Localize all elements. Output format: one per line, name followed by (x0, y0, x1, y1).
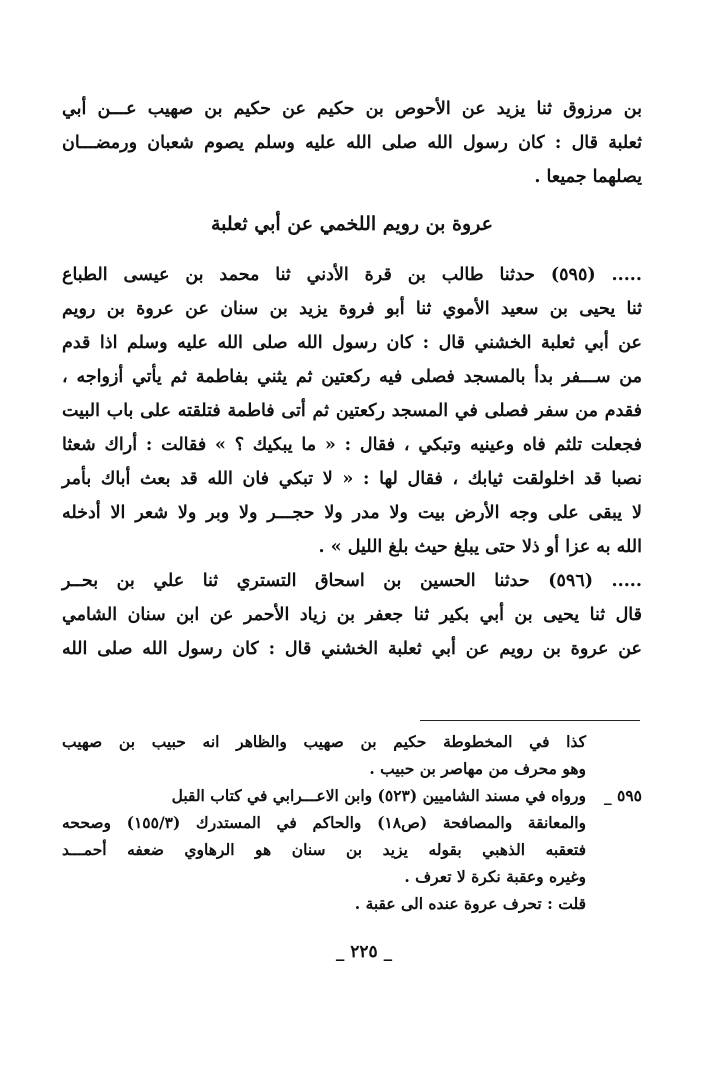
text-line: فقدم من سفر فصلى في المسجد ركعتين ثم أتى فاطمة فتلقته على باب البيت (62, 401, 642, 421)
footnote-595-first-line (62, 782, 642, 809)
footnote-line: قلت : تحرف عروة عنده الى عقبة . (354, 894, 586, 913)
text-line: فجعلت تلثم فاه وعينيه وتبكي ، فقال : « ما يبكيك ؟ » فقالت : أراك شعثا (62, 435, 642, 455)
text-line: بن مرزوق ثنا يزيد عن الأحوص بن حكيم عن حكيم بن صهيب عـــن أبي (62, 99, 642, 119)
text-line: ثعلبة قال : كان رسول الله صلى الله عليه وسلم يصوم شعبان ورمضـــان (62, 133, 642, 153)
footnote-line: فتعقبه الذهبي بقوله يزيد بن سنان هو الرهاوي ضعفه أحمـــد (62, 840, 586, 859)
main-text (62, 92, 642, 666)
footnote-number: ٥٩٥ _ (603, 786, 642, 805)
text-line: لا يبقى على وجه الأرض بيت ولا مدر ولا حجـــر ولا وبر ولا شعر الا أدخله (62, 503, 642, 523)
text-line: يصلهما جميعا . (534, 167, 642, 187)
text-line: نصبا قد اخلولقت ثيابك ، فقال لها : « لا تبكي فان الله قد بعث أباك بأمر (62, 469, 642, 489)
footnote-line: وغيره وعقبة نكرة لا تعرف . (404, 867, 586, 886)
text-line: ثنا يحيى بن سعيد الأموي ثنا أبو فروة يزيد بن سنان عن عروة بن رويم (62, 299, 642, 319)
text-line: ..... (٥٩٦) حدثنا الحسين بن اسحاق التستري ثنا علي بن بحــر (62, 571, 642, 591)
footnote-text: ورواه في مسند الشاميين (٥٢٣) وابن الاعـــرابي في كتاب القبل (171, 786, 586, 805)
text-line: الله به عزا أو ذلا حتى يبلغ حيث بلغ الليل » . (318, 537, 642, 557)
page-number: _ ٢٢٥ _ (335, 942, 393, 962)
footnotes (62, 728, 642, 917)
section-heading: عروة بن رويم اللخمي عن أبي ثعلبة (211, 213, 493, 235)
footnote-separator (420, 720, 640, 721)
hadith-596 (62, 564, 642, 666)
text-line: عن عروة بن رويم عن أبي ثعلبة الخشني قال : كان رسول الله صلى الله (62, 639, 642, 659)
text-line: ..... (٥٩٥) حدثنا طالب بن قرة الأدني ثنا محمد بن عيسى الطباع (62, 265, 642, 285)
text-line: قال ثنا يحيى بن أبي بكير ثنا جعفر بن زياد الأحمر عن ابن سنان الشامي (62, 605, 642, 625)
footnote-line: وهو محرف من مهاصر بن حبيب . (369, 759, 586, 778)
hadith-595 (62, 258, 642, 564)
footnote-line: كذا في المخطوطة حكيم بن صهيب والظاهر انه حبيب بن صهيب (62, 732, 586, 751)
text-line: من ســـفر بدأ بالمسجد فصلى فيه ركعتين ثم يثني بفاطمة ثم يأتي أزواجه ، (62, 367, 642, 387)
footnote-line: والمعانقة والمصافحة (ص١٨) والحاكم في المستدرك (١٥٥/٣) وصححه (62, 813, 586, 832)
text-line: عن أبي ثعلبة الخشني قال : كان رسول الله صلى الله عليه وسلم اذا قدم (62, 333, 642, 353)
